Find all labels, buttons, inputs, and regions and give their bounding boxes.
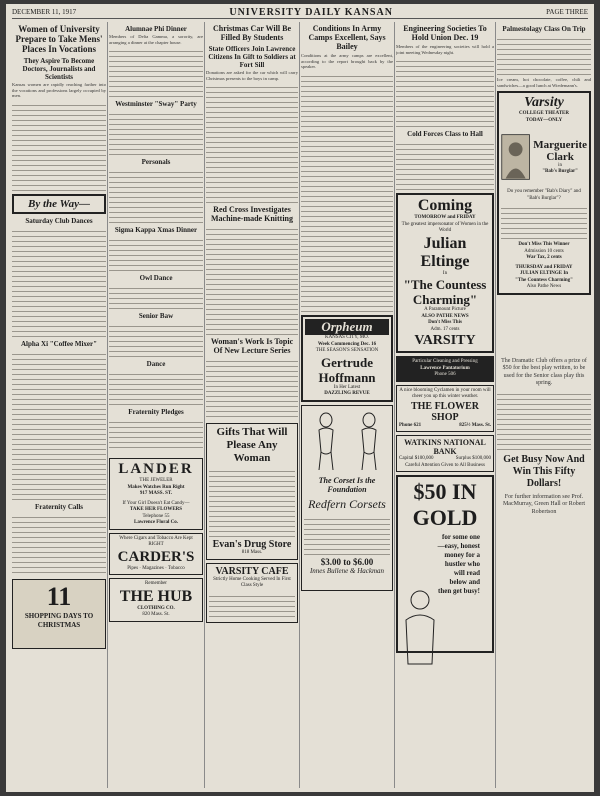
column-3 xyxy=(206,22,298,788)
shopping-days-text: SHOPPING DAYS TO CHRISTMAS xyxy=(24,612,94,630)
newspaper-page xyxy=(6,4,594,792)
eltinge-name: Julian Eltinge xyxy=(420,234,470,270)
floral-phone: Telephone 55 xyxy=(142,513,170,519)
item-heading: Sigma Kappa Xmas Dinner xyxy=(114,226,198,235)
flower-shop-ad xyxy=(396,385,494,433)
corset-figure-icon xyxy=(311,412,341,472)
floral-shop: Lawrence Floral Co. xyxy=(134,520,178,526)
watkins-bank-ad xyxy=(396,435,494,472)
item-heading: Dance xyxy=(146,360,166,369)
evans-title: Gifts That Will Please Any Woman xyxy=(216,426,288,465)
ad-text-block xyxy=(209,592,295,618)
item-heading: Fraternity Pledges xyxy=(128,408,184,417)
contest-text: The Dramatic Club offers a prize of $50 for the best play written, to be used for the Senior class play this spring. xyxy=(501,357,587,387)
headline-cold-forces: Cold Forces Class to Hall xyxy=(407,130,483,139)
gold-text: for some one—easy, honest money for a hustler who will read below and then get busy! xyxy=(437,533,480,596)
corset-title: The Corset Is the Foundation xyxy=(318,475,376,494)
flower-tag: A nice blooming Cyclamen in your room will cheer you up this winter weather. xyxy=(399,387,491,400)
floral-line: TAKE HER FLOWERS xyxy=(129,507,183,513)
lander-line: Makes Watches Run Right xyxy=(127,484,185,490)
cafe-sub: Strictly Home Cooking Served In First Class Style xyxy=(213,576,291,589)
varsity-feature: JULIAN ELTINGE In xyxy=(519,271,569,277)
hub-address: 820 Mass. St. xyxy=(142,612,170,618)
article-text-block xyxy=(109,370,203,405)
pantatorium-name: Lawrence Pantatorium xyxy=(420,365,470,371)
varsity-days: THURSDAY and FRIDAY xyxy=(515,264,573,270)
lander-name: LANDER xyxy=(118,461,194,478)
hub-ad xyxy=(109,578,203,622)
orpheum-sub: KANSAS CITY, MO. xyxy=(324,335,370,341)
ad-text-block xyxy=(304,515,390,555)
article-text-block xyxy=(396,57,494,127)
masthead-date: DECEMBER 11, 1917 xyxy=(12,8,77,16)
article-text-block xyxy=(12,227,106,337)
hub-sub: CLOTHING CO. xyxy=(137,605,175,611)
masthead-title: UNIVERSITY DAILY KANSAN xyxy=(229,6,393,18)
varsity-theater-ad xyxy=(497,91,591,295)
orpheum-ad xyxy=(301,315,393,402)
gold-amount: $50 IN GOLD xyxy=(412,479,478,531)
article-text-block xyxy=(109,322,203,357)
eltinge-coming: Coming xyxy=(417,197,473,215)
man-figure-icon xyxy=(400,586,440,666)
article-text-block xyxy=(497,390,591,450)
item-heading: Saturday Club Dances xyxy=(25,217,93,226)
eltinge-when: TOMORROW and FRIDAY xyxy=(414,215,476,221)
article-text-block xyxy=(109,168,203,223)
orpheum-star: Gertrude Hoffmann xyxy=(318,354,376,385)
article-text-block xyxy=(206,225,298,335)
orpheum-show: DAZZLING REVUE xyxy=(324,391,370,397)
lander-sub: THE JEWELER xyxy=(139,478,173,484)
headline-womans-work: Woman's Work Is Topic Of New Lecture Series xyxy=(210,337,294,356)
article-body: Donations are asked for the car which will carry Christmas presents to the boys in camp. xyxy=(206,70,298,81)
headline-class-trip: Palmestolagy Class On Trip xyxy=(502,25,586,33)
corset-figure-icon xyxy=(354,412,384,472)
carders-name: CARDER'S xyxy=(117,548,195,565)
pantatorium-phone: Phone 506 xyxy=(434,372,456,378)
carders-top: Where Cigars and Tobacco Are Kept RIGHT xyxy=(119,535,193,548)
flower-phone: Phone 621 xyxy=(399,422,422,428)
eltinge-play: "The Countess Charming" xyxy=(403,277,487,308)
column-5 xyxy=(396,22,494,788)
lander-ad xyxy=(109,458,203,530)
fifty-gold-ad xyxy=(396,475,494,653)
varsity-name: Varsity xyxy=(524,95,564,111)
article-body: Members of the engineering societies will hold a joint meeting Wednesday night. xyxy=(396,44,494,55)
shopping-days-count: 11 xyxy=(46,582,72,612)
pantatorium-ad xyxy=(396,356,494,382)
item-heading: Alpha Xi "Coffee Mixer" xyxy=(20,340,97,349)
varsity-promo: Do you remember "Bab's Diary" and "Bab's Burglar"? xyxy=(507,189,581,201)
article-text-block xyxy=(206,357,298,417)
eltinge-paramount: A Paramount Picture xyxy=(424,307,466,313)
column-rule xyxy=(299,22,300,788)
article-text-block xyxy=(12,513,106,573)
headline-red-cross: Red Cross Investigates Machine-made Knitting xyxy=(211,205,293,224)
article-body: Kansas women are rapidly reaching farther into the vocations and professions largely occupied by men. xyxy=(12,82,106,99)
item-heading: Westminster "Sway" Party xyxy=(115,100,197,109)
column-1 xyxy=(12,22,106,788)
eltinge-adm: Adm. 17 cents xyxy=(430,326,460,332)
corset-price: $3.00 to $6.00 xyxy=(320,556,374,567)
bank-surplus: Surplus $100,000 xyxy=(455,456,491,462)
shopping-days-ad xyxy=(12,579,106,649)
column-rule xyxy=(204,22,205,788)
orpheum-week: Week Commencing Dec. 16 xyxy=(317,341,377,347)
corset-shop: Innes Bullene & Hackman xyxy=(309,566,385,575)
column-rule xyxy=(107,22,108,788)
by-the-way-banner: By the Way— xyxy=(12,194,106,214)
eltinge-miss: Don't Miss This xyxy=(428,320,462,326)
subhead-women: They Aspire To Become Doctors, Journalists and Scientists xyxy=(22,57,96,81)
cafe-title: VARSITY CAFE xyxy=(215,565,289,577)
varsity-sub: COLLEGE THEATER xyxy=(519,111,569,117)
carders-sub: Pipes · Magazines · Tobacco xyxy=(127,565,185,571)
masthead xyxy=(12,6,588,19)
masthead-page: PAGE THREE xyxy=(546,8,588,16)
article-text-block xyxy=(301,72,393,312)
varsity-countess: "The Countess Charming" xyxy=(515,277,573,283)
article-text-block xyxy=(12,101,106,191)
item-heading: Senior Baw xyxy=(138,312,174,321)
article-text-block xyxy=(109,110,203,155)
headline-army-camps: Conditions In Army Camps Excellent, Says Bailey xyxy=(308,24,386,51)
varsity-film: "Bab's Burglar" xyxy=(542,169,578,175)
orpheum-tagline: THE SEASON'S SENSATION xyxy=(315,348,379,354)
hub-name: THE HUB xyxy=(119,587,193,605)
bank-name: WATKINS NATIONAL BANK xyxy=(404,438,486,457)
bank-capital: Capital $100,000 xyxy=(399,456,434,462)
item-heading: Owl Dance xyxy=(139,274,173,283)
column-rule xyxy=(394,22,395,788)
evans-drug-ad xyxy=(206,423,298,560)
column-2 xyxy=(109,22,203,788)
orpheum-name: Orpheum xyxy=(305,319,389,335)
bank-tag: Careful Attention Given to All Business xyxy=(405,462,485,468)
evans-name: Evan's Drug Store xyxy=(212,539,292,551)
article-text-block xyxy=(109,236,203,271)
article-text-block xyxy=(109,418,203,448)
varsity-pathe: Also Pathe News xyxy=(526,284,562,290)
column-6 xyxy=(497,22,591,788)
headline-engineering: Engineering Societies To Hold Union Dec. 19 xyxy=(403,24,487,42)
varsity-miss: Don't Miss This Winner xyxy=(518,242,570,248)
flower-name: THE FLOWER SHOP xyxy=(410,400,480,423)
ad-text-block xyxy=(501,204,587,240)
corset-brand: Redfern Corsets xyxy=(308,496,386,511)
eltinge-theater: VARSITY xyxy=(414,333,476,349)
column-4 xyxy=(301,22,393,788)
article-body: Conditions at the army camps are excellent, according to the report brought back by the speaker. xyxy=(301,53,393,70)
varsity-star: Marguerite Clark xyxy=(533,138,587,163)
evans-address: 818 Mass. xyxy=(241,550,263,556)
eltinge-in: In xyxy=(442,270,448,276)
varsity-in: in xyxy=(558,162,563,168)
subhead-christmas-car: State Officers Join Lawrence Citizens In Gift to Soldiers at Fort Sill xyxy=(208,45,296,69)
pantatorium-title: Particular Cleaning and Pressing xyxy=(412,359,478,365)
hub-pre: Remember xyxy=(145,581,167,587)
actress-portrait-icon xyxy=(501,127,530,187)
lander-address: 917 MASS. ST. xyxy=(139,491,173,497)
item-heading: Fraternity Calls xyxy=(34,503,83,512)
ad-text-block xyxy=(209,467,295,537)
article-body: Ice cream, hot chocolate, coffee, chili and sandwiches—a good lunch at Wiedemann's. xyxy=(497,77,591,88)
orpheum-in-her: In Her Latest xyxy=(333,384,361,390)
eltinge-tag: The greatest impersonator of Women in the World xyxy=(401,221,489,234)
eltinge-ad xyxy=(396,193,494,353)
carders-ad xyxy=(109,533,203,576)
article-text-block xyxy=(12,350,106,500)
varsity-today: TODAY—ONLY xyxy=(525,117,563,123)
varsity-cafe-ad xyxy=(206,563,298,623)
item-heading: Personals xyxy=(141,158,171,167)
flower-address: 825½ Mass. St. xyxy=(459,422,491,428)
varsity-tax: War Tax, 2 cents xyxy=(526,255,562,261)
article-text-block xyxy=(206,83,298,203)
contest-cta: Get Busy Now And Win This Fifty Dollars! xyxy=(503,453,585,489)
item-heading: Alumnae Phi Dinner xyxy=(125,25,187,33)
article-text-block xyxy=(109,284,203,309)
article-text-block xyxy=(109,47,203,97)
eltinge-also: ALSO PATHE NEWS xyxy=(421,313,469,319)
column-rule xyxy=(495,22,496,788)
contest-info: For further information see Prof. MacMurray, Green Hall or Robert Robertson xyxy=(502,493,586,515)
headline-christmas-car: Christmas Car Will Be Filled By Students xyxy=(212,24,291,42)
floral-line: If Your Girl Doesn't Eat Candy— xyxy=(122,500,190,506)
headline-women: Women of University Prepare to Take Mens' Places In Vocations xyxy=(15,24,103,54)
article-body: Members of Delta Gamma, a sorority, are arranging a dinner at the chapter house. xyxy=(109,34,203,45)
article-text-block xyxy=(396,140,494,190)
redfern-corset-ad xyxy=(301,405,393,591)
article-text-block xyxy=(497,35,591,75)
varsity-adm: Admission 10 cents xyxy=(524,248,564,254)
